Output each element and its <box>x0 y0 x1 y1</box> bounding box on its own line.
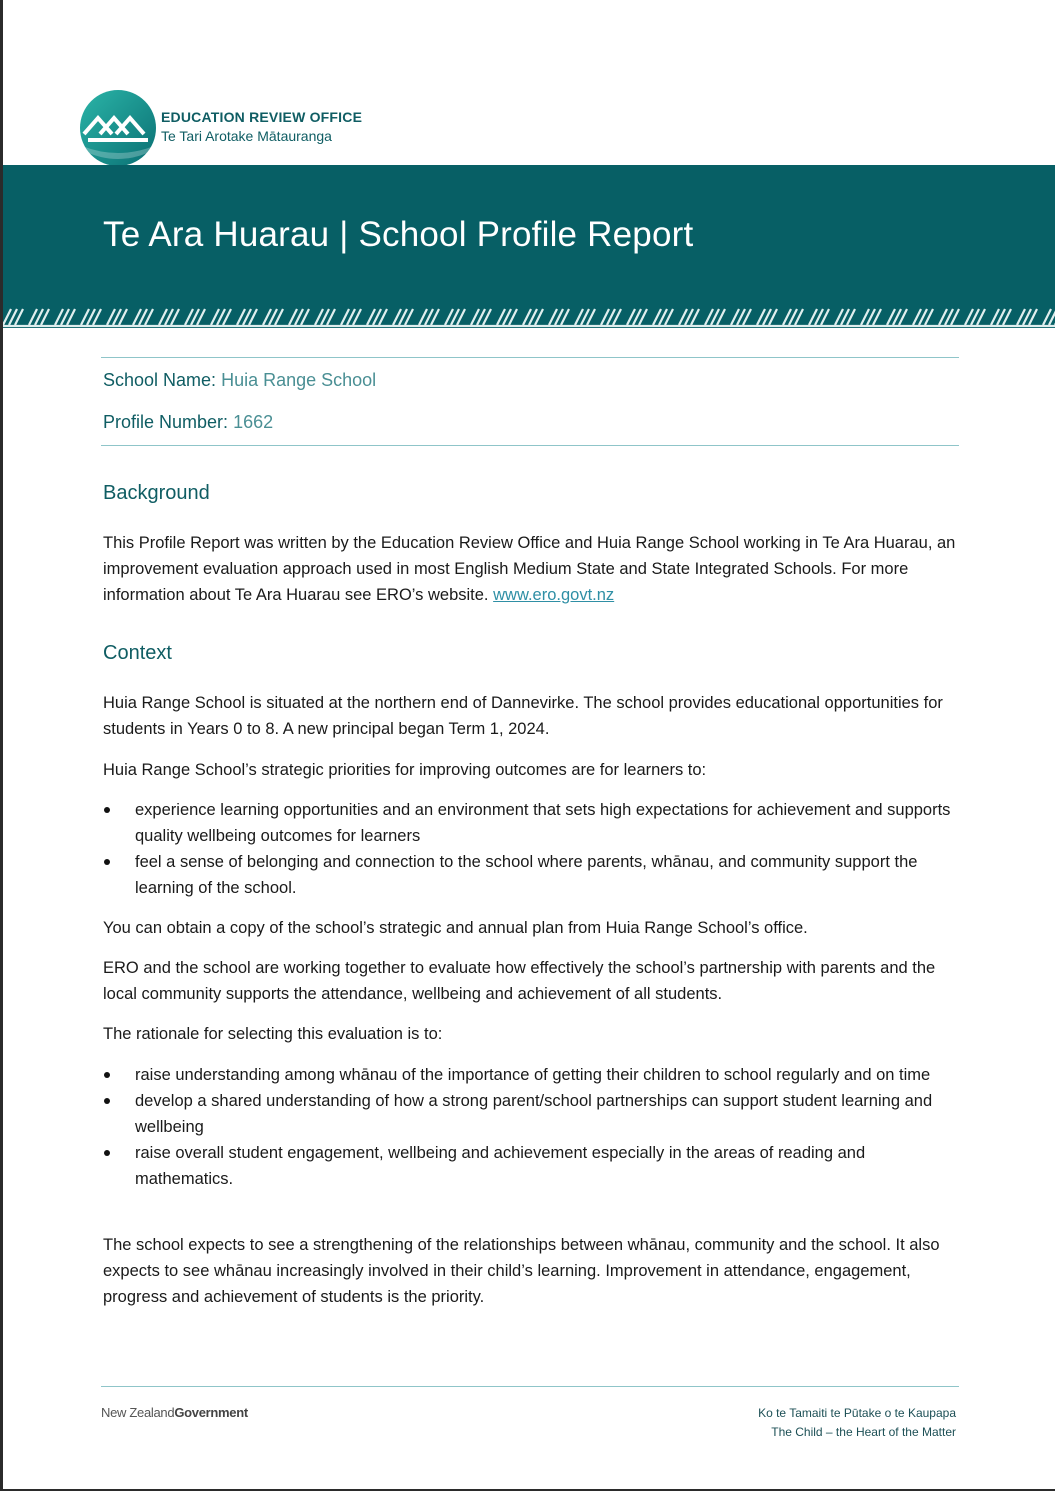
list-item: develop a shared understanding of how a strong parent/school partnerships can support student learning and wellbeing <box>103 1088 963 1140</box>
profile-number-row <box>103 412 273 433</box>
banner-pattern <box>3 305 1055 328</box>
context-paragraph-2: Huia Range School’s strategic priorities for improving outcomes are for learners to: <box>103 761 707 779</box>
school-name-value: Huia Range School <box>221 370 377 390</box>
footer-motto-english: The Child – the Heart of the Matter <box>771 1425 956 1439</box>
rationale-list <box>103 1062 963 1192</box>
list-item: feel a sense of belonging and connection to the school where parents, whānau, and community support the learning of the school. <box>103 849 963 901</box>
footer-motto-maori: Ko te Tamaiti te Pūtake o te Kaupapa <box>758 1406 956 1420</box>
ero-logo-icon <box>78 88 158 168</box>
context-paragraph-4: ERO and the school are working together to evaluate how effectively the school’s partnership with parents and the local community supports the attendance, wellbeing and achievement of all students. <box>103 959 936 1003</box>
list-item: raise overall student engagement, wellbeing and achievement especially in the areas of reading and mathematics. <box>103 1140 963 1192</box>
nz-government-logo: New ZealandGovernment <box>101 1405 248 1420</box>
footer-rule <box>101 1386 959 1387</box>
background-paragraph <box>103 530 963 608</box>
background-text: This Profile Report was written by the Education Review Office and Huia Range School working in Te Ara Huarau, an improvement evaluation approach used in most English Medium State and State Integrated Schools. For more information about Te Ara Huarau see ERO’s website. <box>103 534 956 604</box>
context-paragraph-1: Huia Range School is situated at the northern end of Dannevirke. The school provides educational opportunities for students in Years 0 to 8. A new principal began Term 1, 2024. <box>103 694 943 738</box>
meta-top-rule <box>101 357 959 358</box>
priorities-list <box>103 797 963 901</box>
bullet-icon <box>104 1098 110 1104</box>
school-name-label: School Name: <box>103 370 217 390</box>
bullet-icon <box>104 1072 110 1078</box>
background-heading: Background <box>103 482 210 504</box>
profile-number-label: Profile Number: <box>103 412 229 432</box>
context-heading: Context <box>103 642 172 664</box>
bullet-icon <box>104 1150 110 1156</box>
list-item: experience learning opportunities and an environment that sets high expectations for achievement and supports quality wellbeing outcomes for learners <box>103 797 963 849</box>
title-banner <box>3 165 1055 328</box>
org-name-maori: Te Tari Arotake Mātauranga <box>161 128 332 144</box>
org-name: EDUCATION REVIEW OFFICE <box>161 109 363 125</box>
page-title: Te Ara Huarau | School Profile Report <box>103 215 694 254</box>
profile-number-value: 1662 <box>233 412 274 432</box>
context-paragraph-6: The school expects to see a strengthening of the relationships between whānau, community and the school. It also expects to see whānau increasingly involved in their child’s learning. Improvement in attendance, engagement, progress and achievement of students is the priority. <box>103 1236 940 1306</box>
context-paragraph-5: The rationale for selecting this evaluation is to: <box>103 1025 443 1043</box>
context-paragraph-3: You can obtain a copy of the school’s strategic and annual plan from Huia Range School’s office. <box>103 919 808 937</box>
list-item: raise understanding among whānau of the importance of getting their children to school regularly and on time <box>103 1062 963 1088</box>
bullet-icon <box>104 859 110 865</box>
bullet-icon <box>104 807 110 813</box>
meta-bottom-rule <box>101 445 959 446</box>
school-name-row <box>103 370 376 391</box>
ero-website-link[interactable]: www.ero.govt.nz <box>493 586 615 604</box>
